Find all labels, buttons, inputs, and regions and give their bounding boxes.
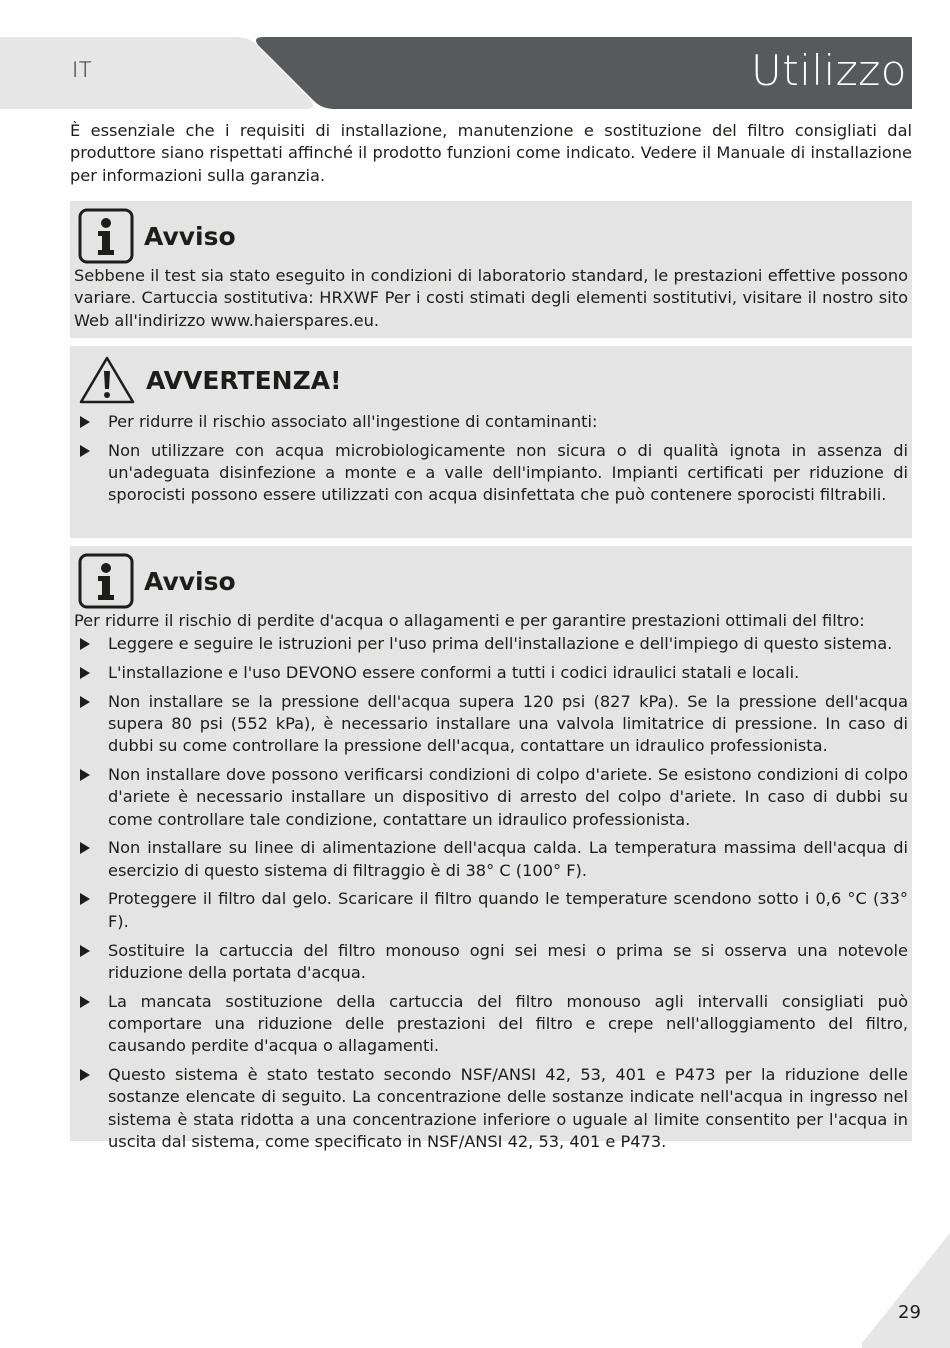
info-icon bbox=[78, 553, 134, 609]
bullet-icon bbox=[80, 996, 90, 1008]
list-item: Non installare dove possono verificarsi condizioni di colpo d'ariete. Se esistono condizioni di colpo d'ariete è necessario installare un dispositivo di arresto del colpo d'ariete. In caso di dubbi su come controllare tale condizione, contattare un idraulico professionista. bbox=[79, 764, 908, 831]
list-item: Non utilizzare con acqua microbiologicamente non sicura o di qualità ignota in assenza di un'adeguata disinfezione a monte e a valle dell'impianto. Impianti certificati per riduzione di sporocisti possono essere utilizzati con acqua disinfettata che può contenere sporocisti filtrabili. bbox=[79, 440, 908, 507]
bullet-icon bbox=[80, 638, 90, 650]
intro-paragraph: È essenziale che i requisiti di installazione, manutenzione e sostituzione del filtro consigliati dal produttore siano rispettati affinché il prodotto funzioni come indicato. Vedere il Manuale di installazione per informazioni sulla garanzia. bbox=[70, 121, 912, 185]
page-title: Utilizzo bbox=[750, 46, 907, 95]
bullet-icon bbox=[80, 769, 90, 781]
bullet-icon bbox=[80, 696, 90, 708]
warning-icon bbox=[78, 355, 136, 405]
list-item: Non installare su linee di alimentazione dell'acqua calda. La temperatura massima dell'acqua di esercizio di questo sistema di filtraggio è di 38° C (100° F). bbox=[79, 837, 908, 882]
notice-intro: Per ridurre il rischio di perdite d'acqua o allagamenti e per garantire prestazioni ottimali del filtro: bbox=[74, 611, 865, 630]
bullet-icon bbox=[80, 445, 90, 457]
notice-header bbox=[78, 553, 236, 609]
page-corner-decoration bbox=[862, 1233, 950, 1348]
warning-box bbox=[70, 346, 912, 538]
notice-box-1 bbox=[70, 201, 912, 338]
notice-list bbox=[79, 633, 908, 1160]
notice-header bbox=[78, 208, 236, 264]
list-item: Proteggere il filtro dal gelo. Scaricare il filtro quando le temperature scendono sotto i 0,6 °C (33° F). bbox=[79, 888, 908, 933]
bullet-icon bbox=[80, 893, 90, 905]
list-item: La mancata sostituzione della cartuccia del filtro monouso agli intervalli consigliati può comportare una riduzione delle prestazioni del filtro e crepe nell'alloggiamento del filtro, causando perdite d'acqua o allagamenti. bbox=[79, 991, 908, 1058]
page-number: 29 bbox=[898, 1302, 921, 1323]
info-icon bbox=[78, 208, 134, 264]
notice-heading: Avviso bbox=[144, 221, 236, 251]
bullet-icon bbox=[80, 416, 90, 428]
warning-list bbox=[79, 411, 908, 513]
language-label: IT bbox=[72, 58, 93, 82]
bullet-icon bbox=[80, 1069, 90, 1081]
notice-heading: Avviso bbox=[144, 566, 236, 596]
list-item: Sostituire la cartuccia del filtro monouso ogni sei mesi o prima se si osserva una notevole riduzione della portata d'acqua. bbox=[79, 940, 908, 985]
warning-header bbox=[78, 352, 341, 408]
bullet-icon bbox=[80, 667, 90, 679]
bullet-icon bbox=[80, 945, 90, 957]
notice-box-2 bbox=[70, 546, 912, 1151]
list-item: Non installare se la pressione dell'acqua supera 120 psi (827 kPa). Se la pressione dell'acqua supera 80 psi (552 kPa), è necessario installare una valvola limitatrice di pressione. In caso di dubbi su come controllare la pressione dell'acqua, contattare un idraulico professionista. bbox=[79, 691, 908, 758]
list-item: Questo sistema è stato testato secondo NSF/ANSI 42, 53, 401 e P473 per la riduzione delle sostanze elencate di seguito. La concentrazione delle sostanze indicate nell'acqua in ingresso nel sistema è stata ridotta a una concentrazione inferiore o uguale al limite consentito per l'acqua in uscita dal sistema, come specificato in NSF/ANSI 42, 53, 401 e P473. bbox=[79, 1064, 908, 1153]
list-item: L'installazione e l'uso DEVONO essere conformi a tutti i codici idraulici statali e locali. bbox=[79, 662, 908, 684]
bullet-icon bbox=[80, 842, 90, 854]
list-item: Leggere e seguire le istruzioni per l'uso prima dell'installazione e dell'impiego di questo sistema. bbox=[79, 633, 908, 655]
list-item: Per ridurre il rischio associato all'ingestione di contaminanti: bbox=[79, 411, 908, 433]
notice-text: Sebbene il test sia stato eseguito in condizioni di laboratorio standard, le prestazioni effettive possono variare. Cartuccia sostitutiva: HRXWF Per i costi stimati degli elementi sostitutivi, visitare il nostro sito Web all'indirizzo www.haierspares.eu. bbox=[74, 266, 908, 330]
warning-heading: AVVERTENZA! bbox=[146, 365, 342, 395]
